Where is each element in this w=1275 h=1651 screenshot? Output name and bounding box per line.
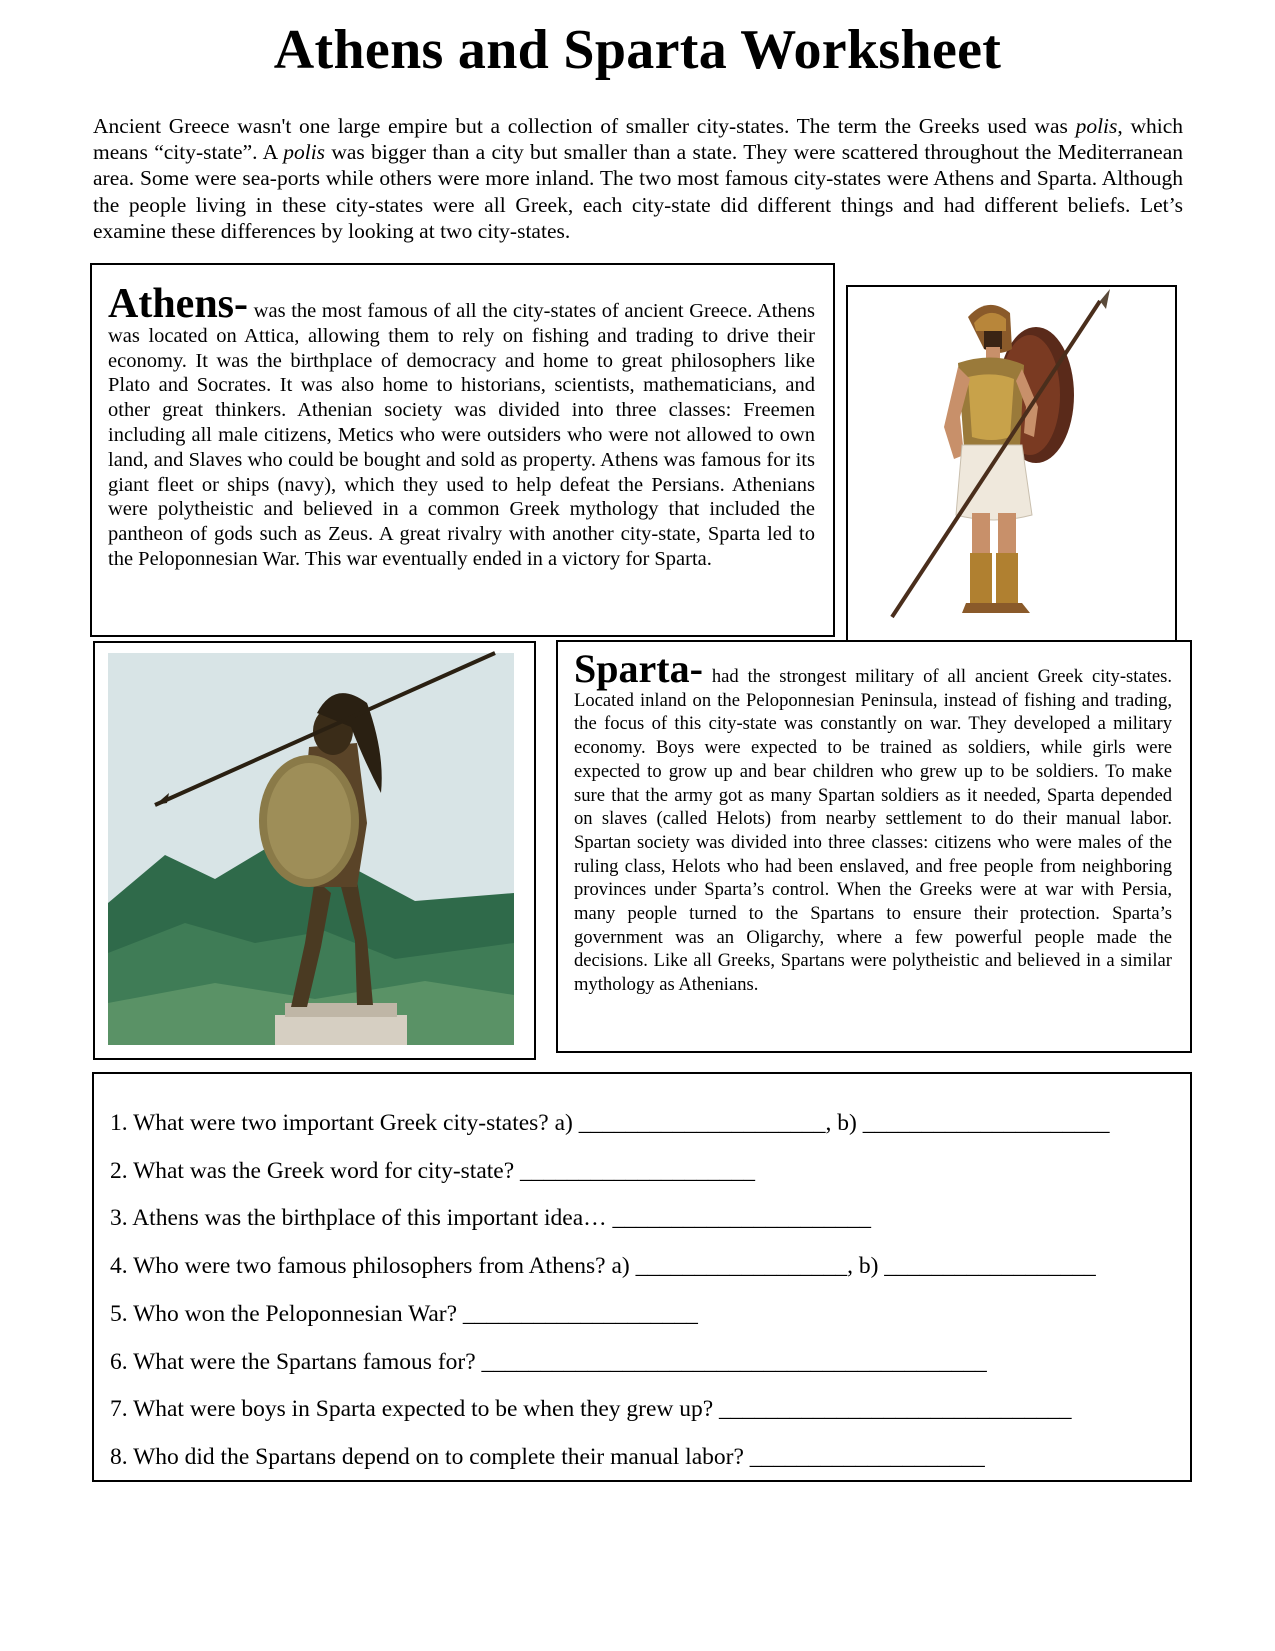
athens-description [108, 281, 815, 572]
athens-heading: Athens- [108, 281, 249, 327]
question-2: 2. What was the Greek word for city-state? ____________________ [110, 1157, 756, 1184]
intro-text-2: , which means “city-state”. A [93, 114, 1183, 165]
polis-term-2: polis [283, 140, 326, 165]
spartan-statue-image [93, 641, 536, 1060]
athens-text: was the most famous of all the city-states of ancient Greece. Athens was located on Attica, allowing them to rely on fishing and trading to drive their economy. It was the birthplace of democracy and home to great philosophers like Plato and Socrates. It was also home to historians, scientists, mathematicians, and other great thinkers. Athenian society was divided into three classes: Freemen including all male citizens, Metics who were outsiders who were not allowed to own land, and Slaves who could be bought and sold as property. Athens was famous for its giant fleet or ships (navy), which they used to help defeat the Persians. Athenians were polytheistic and believed in a common Greek mythology that included the pantheon of gods such as Zeus. A great rivalry with another city-state, Sparta led to the Peloponnesian War. This war eventually ended in a victory for Sparta. [108, 300, 815, 570]
questions-section [92, 1072, 1192, 1482]
page-title: Athens and Sparta Worksheet [273, 19, 1002, 81]
athenian-soldier-illustration [848, 287, 1175, 663]
question-1: 1. What were two important Greek city-states? a) _____________________, b) _____________________ [110, 1110, 1110, 1136]
question-8: 8. Who did the Spartans depend on to complete their manual labor? ____________________ [110, 1443, 985, 1470]
question-5: 5. Who won the Peloponnesian War? ____________________ [110, 1300, 698, 1327]
sparta-description [574, 646, 1172, 997]
athens-section [90, 263, 835, 637]
question-7: 7. What were boys in Sparta expected to be when they grew up? ______________________________ [110, 1396, 1072, 1423]
athenian-soldier-image [846, 285, 1177, 665]
intro-paragraph [93, 113, 1183, 244]
sparta-section [556, 640, 1192, 1053]
intro-text-1: Ancient Greece wasn't one large empire but a collection of smaller city-states. The term the Greeks used was [93, 114, 1076, 138]
sparta-text: had the strongest military of all ancient Greek city-states. Located inland on the Peloponnesian Peninsula, instead of fishing and trading, the focus of this city-state was constantly on war. They developed a military economy. Boys were expected to be trained as soldiers, while girls were expected to grow up and bear children who grew up to be soldiers. To make sure that the army got as many Spartan soldiers as it needed, Sparta depended on slaves (called Helots) from nearby settlement to do their manual labor. Spartan society was divided into three classes: citizens who were males of the ruling class, Helots who had been enslaved, and free people from neighboring provinces under Sparta’s control. When the Greeks were at war with Persia, many people turned to the Spartans to ensure their protection. Sparta’s government was an Oligarchy, where a few powerful people made the decisions. Like all Greeks, Spartans were polytheistic and believed in a similar mythology as Athenians. [574, 666, 1172, 996]
question-3: 3. Athens was the birthplace of this important idea… ______________________ [110, 1205, 872, 1232]
spartan-statue-illustration [95, 643, 534, 1058]
intro-text-3: was bigger than a city but smaller than a state. They were scattered throughout the Mediterranean area. Some were sea-ports while others were more inland. The two most famous city-states were Athens and Sparta. Although the people living in these city-states were all Greek, each city-state did different things and had different beliefs. Let’s examine these differences by looking at two city-states. [93, 140, 1183, 243]
sparta-heading: Sparta- [574, 646, 703, 691]
question-4: 4. Who were two famous philosophers from Athens? a) __________________, b) __________________ [110, 1253, 1096, 1280]
question-list [110, 1100, 1190, 1482]
polis-term: polis [1075, 114, 1118, 138]
question-6: 6. What were the Spartans famous for? ___________________________________________ [110, 1348, 987, 1375]
